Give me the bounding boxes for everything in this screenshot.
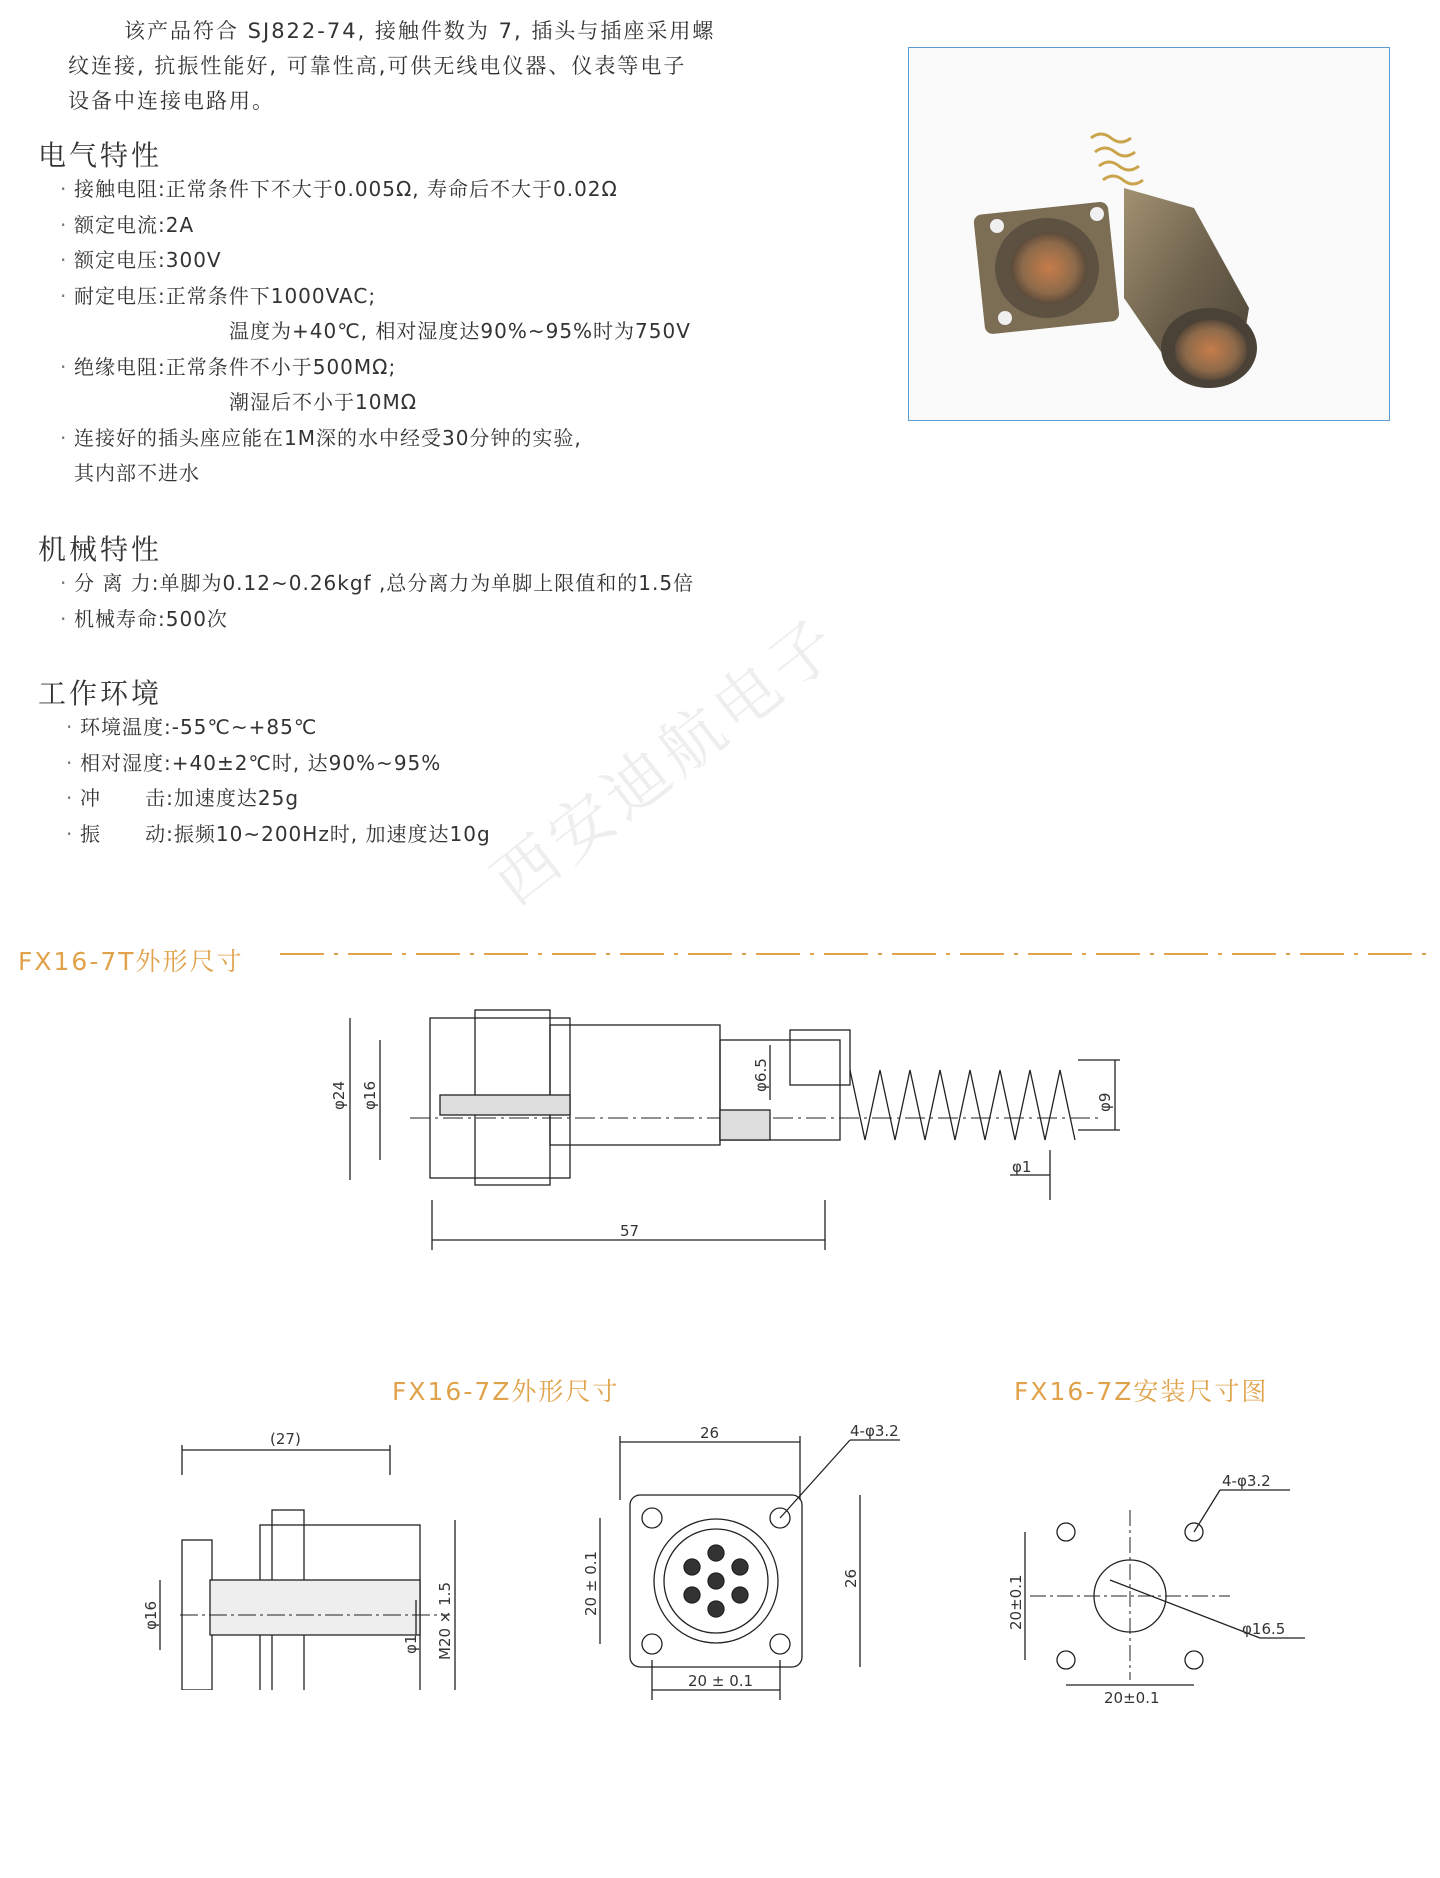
plug-drawing [320, 1000, 1140, 1270]
mount-cutout-drawing [1000, 1470, 1320, 1710]
spec-item-continuation: 潮湿后不小于10MΩ [229, 390, 417, 414]
dim-thread: M20 × 1.5 [436, 1582, 454, 1660]
socket-side-drawing [120, 1430, 490, 1690]
socket-drawing-title: FX16-7Z外形尺寸 [392, 1377, 620, 1406]
dim-height: 26 [842, 1568, 860, 1588]
dim-d24: φ24 [330, 1081, 348, 1110]
environment-list [66, 710, 491, 852]
environment-heading: 工作环境 [38, 677, 163, 710]
mechanical-heading: 机械特性 [38, 533, 163, 566]
spec-item: · 机械寿命:500次 [60, 606, 228, 631]
product-photo [908, 47, 1390, 421]
dim-d6-5: φ6.5 [752, 1058, 770, 1092]
dim-d16: φ16 [361, 1081, 379, 1110]
title-rule [280, 948, 1430, 960]
dim-d1: φ1 [1012, 1158, 1032, 1176]
dim-length: (27) [270, 1430, 301, 1448]
dim-length: 57 [620, 1222, 640, 1240]
intro-line: 设备中连接电路用。 [68, 89, 275, 113]
dim-pitch-vertical: 20±0.1 [1007, 1574, 1025, 1630]
electrical-list [60, 172, 691, 492]
spec-item: · 接触电阻:正常条件下不大于0.005Ω, 寿命后不大于0.02Ω [60, 177, 618, 201]
dim-width: 26 [700, 1424, 720, 1442]
spec-item-continuation: 其内部不进水 [74, 461, 200, 485]
intro-line: 该产品符合 SJ822-74, 接触件数为 7, 插头与插座采用螺 [124, 19, 716, 43]
watermark: 西安迪航电子 [479, 603, 856, 921]
dim-d1: φ1 [402, 1634, 420, 1654]
dim-diameter: φ16.5 [1242, 1620, 1286, 1638]
mount-drawing-title: FX16-7Z安装尺寸图 [1014, 1377, 1269, 1406]
dim-pitch-horizontal: 20±0.1 [1104, 1689, 1160, 1707]
dim-d16: φ16 [142, 1601, 160, 1630]
mechanical-list [60, 566, 694, 637]
dim-d9: φ9 [1096, 1092, 1114, 1112]
socket-front-drawing [560, 1420, 940, 1710]
spec-item-continuation: 温度为+40℃, 相对湿度达90%~95%时为750V [229, 319, 691, 343]
dim-holes: 4-φ3.2 [1222, 1472, 1271, 1490]
spec-item: · 绝缘电阻:正常条件不小于500MΩ; [60, 354, 397, 379]
spec-item: · 分 离 力:单脚为0.12~0.26kgf ,总分离力为单脚上限值和的1.5倍 [60, 571, 695, 595]
spec-item: · 连接好的插头座应能在1M深的水中经受30分钟的实验, [60, 425, 582, 450]
intro-line: 纹连接, 抗振性能好, 可靠性高,可供无线电仪器、仪表等电子 [68, 54, 687, 78]
spec-item: · 耐定电压:正常条件下1000VAC; [60, 283, 377, 308]
electrical-heading: 电气特性 [38, 139, 163, 172]
dim-pitch-horizontal: 20 ± 0.1 [688, 1672, 754, 1690]
dim-holes: 4-φ3.2 [850, 1422, 899, 1440]
spec-item: · 相对湿度:+40±2℃时, 达90%~95% [66, 750, 442, 775]
spec-item: · 冲 击:加速度达25g [66, 786, 300, 810]
spec-item: · 额定电压:300V [60, 248, 222, 272]
spec-item: · 振 动:振频10~200Hz时, 加速度达10g [66, 821, 491, 846]
dim-pitch-vertical: 20 ± 0.1 [582, 1550, 600, 1616]
plug-drawing-title: FX16-7T外形尺寸 [18, 947, 244, 976]
spec-item: · 环境温度:-55℃~+85℃ [66, 715, 318, 739]
connector-photo-illustration [909, 48, 1388, 419]
intro-paragraph [62, 14, 802, 119]
spec-item: · 额定电流:2A [60, 212, 195, 237]
